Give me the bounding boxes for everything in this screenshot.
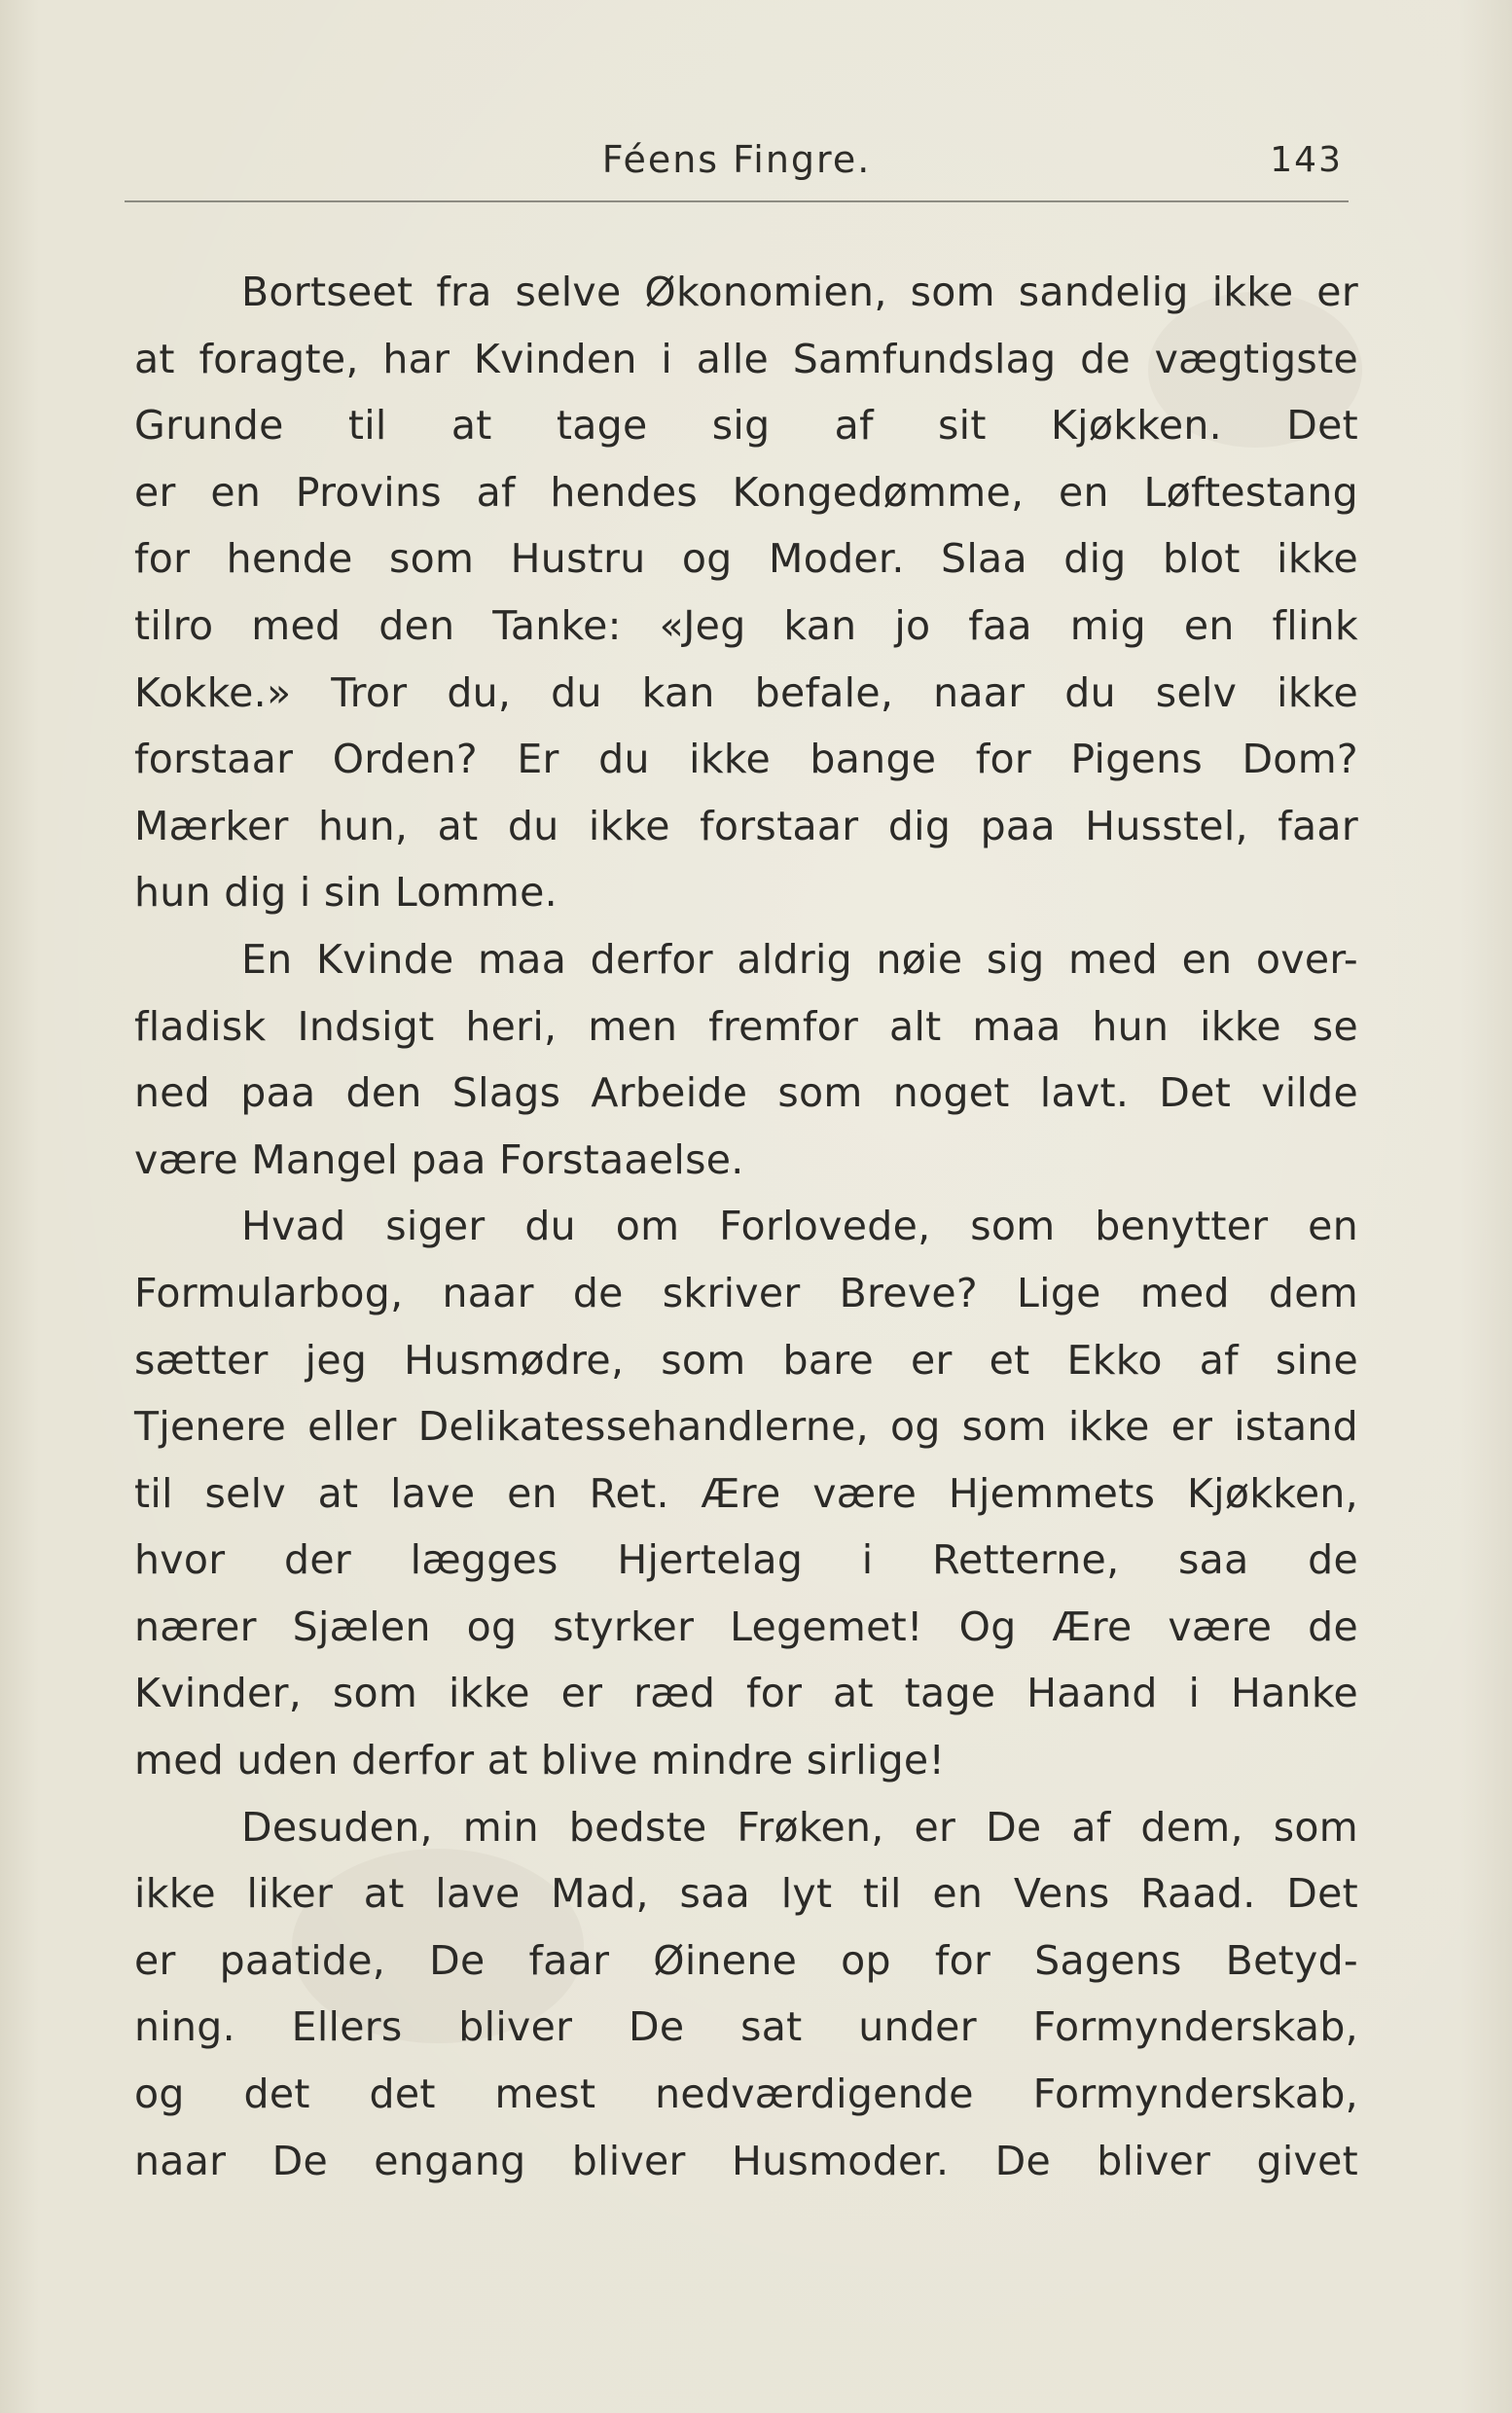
text-line: for hende som Hustru og Moder. Slaa dig blot ikke xyxy=(134,535,1358,583)
text-line: med uden derfor at blive mindre sirlige! xyxy=(134,1737,946,1784)
header-rule xyxy=(125,200,1349,202)
text-line: fladisk Indsigt heri, men fremfor alt maa hun ikke se xyxy=(134,1002,1358,1050)
text-line: ning. Ellers bliver De sat under Formynderskab, xyxy=(134,2003,1358,2051)
text-line: er paatide, De faar Øinene op for Sagens Betyd- xyxy=(134,1936,1358,1984)
text-line: er en Provins af hendes Kongedømme, en Løftestang xyxy=(134,468,1358,516)
text-line: hvor der lægges Hjertelag i Retterne, saa de xyxy=(134,1536,1358,1584)
text-line: hun dig i sin Lomme. xyxy=(134,869,558,917)
text-line: Kokke.» Tror du, du kan befale, naar du selv ikke xyxy=(134,668,1358,716)
text-line: En Kvinde maa derfor aldrig nøie sig med en over- xyxy=(241,935,1358,983)
text-line: Desuden, min bedste Frøken, er De af dem, som xyxy=(241,1803,1358,1851)
text-line: være Mangel paa Forstaaelse. xyxy=(134,1135,744,1183)
page-header xyxy=(125,128,1349,206)
text-line: Bortseet fra selve Økonomien, som sandelig ikke er xyxy=(241,269,1358,315)
text-line: Hvad siger du om Forlovede, som benytter en xyxy=(241,1203,1358,1250)
text-line: Formularbog, naar de skriver Breve? Lige med dem xyxy=(134,1269,1358,1316)
running-title: Féens Fingre. xyxy=(601,138,872,181)
text-line: Tjenere eller Delikatessehandlerne, og som ikke er istand xyxy=(134,1403,1358,1451)
text-line: sætter jeg Husmødre, som bare er et Ekko af sine xyxy=(134,1336,1358,1384)
text-line: ned paa den Slags Arbeide som noget lavt. Det vilde xyxy=(134,1069,1358,1117)
text-line: forstaar Orden? Er du ikke bange for Pigens Dom? xyxy=(134,736,1358,783)
text-line: til selv at lave en Ret. Ære være Hjemmets Kjøkken, xyxy=(134,1469,1358,1517)
text-line: Mærker hun, at du ikke forstaar dig paa Husstel, faar xyxy=(134,802,1358,849)
text-line: ikke liker at lave Mad, saa lyt til en Vens Raad. Det xyxy=(134,1870,1358,1918)
text-line: og det det mest nedværdigende Formynderskab, xyxy=(134,2071,1358,2118)
text-line: nærer Sjælen og styrker Legemet! Og Ære være de xyxy=(134,1603,1358,1650)
text-line: tilro med den Tanke: «Jeg kan jo faa mig en flink xyxy=(134,601,1358,649)
page-number: 143 xyxy=(1270,140,1343,180)
text-line: naar De engang bliver Husmoder. De bliver givet xyxy=(134,2137,1358,2184)
text-line: at foragte, har Kvinden i alle Samfundslag de vægtigste xyxy=(134,335,1358,382)
text-line: Kvinder, som ikke er ræd for at tage Haand i Hanke xyxy=(134,1670,1358,1717)
text-line: Grunde til at tage sig af sit Kjøkken. Det xyxy=(134,402,1358,450)
body-text xyxy=(134,259,1358,2194)
